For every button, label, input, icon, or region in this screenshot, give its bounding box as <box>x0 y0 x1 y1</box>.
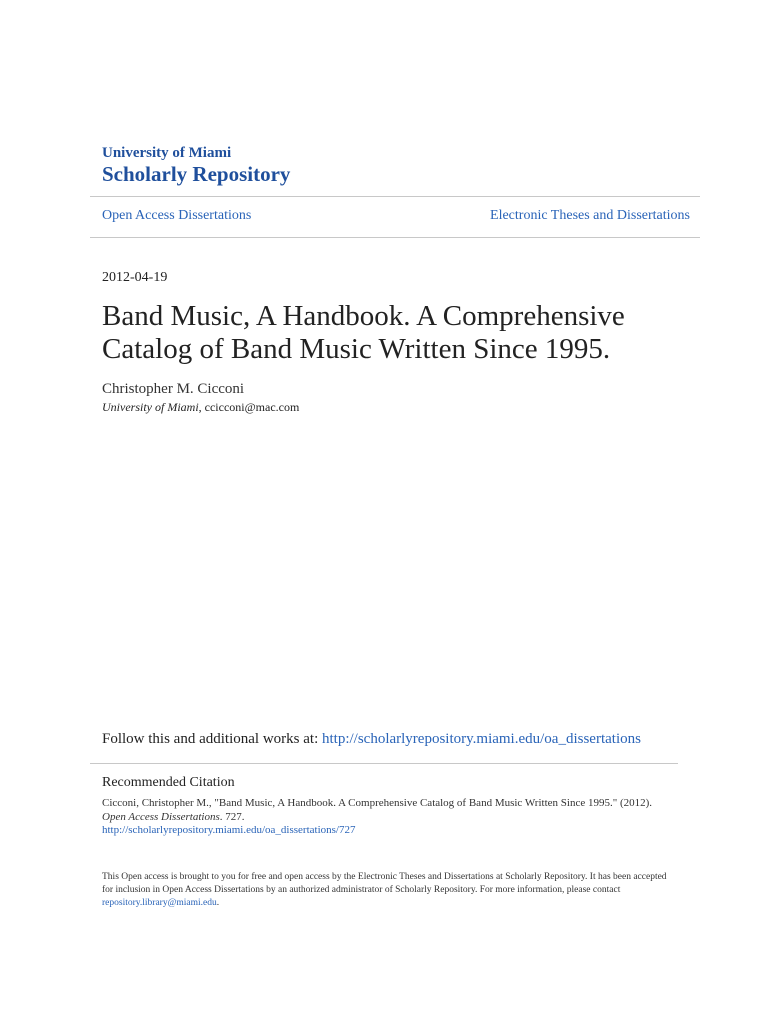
collection-nav <box>102 207 690 227</box>
contact-email-link[interactable]: repository.library@miami.edu <box>102 898 217 908</box>
author-institution: University of Miami <box>102 400 199 414</box>
follow-line <box>102 731 641 748</box>
follow-label: Follow this and additional works at: <box>102 731 319 747</box>
open-access-dissertations-link[interactable]: Open Access Dissertations <box>102 208 252 223</box>
notice-text: This Open access is brought to you for free and open access by the Electronic Theses and Dissertations at Scholarly Repository. It has been accepted for inclusion in Open Access Dissertations by an authorized administrator of Scholarly Repository. For more information, please contact <box>102 872 667 895</box>
access-notice <box>102 871 672 910</box>
document-title <box>102 300 662 366</box>
title-line-2: Catalog of Band Music Written Since 1995. <box>102 333 611 365</box>
author-affiliation: University of Miami, ccicconi@mac.com <box>102 400 300 414</box>
notice-end: . <box>216 898 220 908</box>
divider-follow <box>90 763 678 764</box>
divider-top <box>90 196 700 197</box>
citation-main: Cicconi, Christopher M., "Band Music, A Handbook. A Comprehensive Catalog of Band Music Written Since 1995." (2012). <box>102 797 653 809</box>
author-email: ccicconi@mac.com <box>204 400 300 414</box>
citation-heading: Recommended Citation <box>102 775 235 790</box>
title-line-1: Band Music, A Handbook. A Comprehensive <box>102 300 625 332</box>
publication-date: 2012-04-19 <box>102 270 168 285</box>
citation-series: Open Access Dissertations <box>102 811 220 823</box>
citation-link[interactable]: http://scholarlyrepository.miami.edu/oa_dissertations/727 <box>102 824 356 836</box>
university-name: University of Miami <box>102 145 232 161</box>
repository-header <box>102 145 290 186</box>
citation-number: . 727. <box>219 811 245 823</box>
repository-name[interactable]: Scholarly Repository <box>102 162 291 186</box>
author-name: Christopher M. Cicconi <box>102 381 245 397</box>
citation-text <box>102 796 662 824</box>
divider-bottom <box>90 237 700 238</box>
follow-link[interactable]: http://scholarlyrepository.miami.edu/oa_dissertations <box>321 731 641 747</box>
electronic-theses-link[interactable]: Electronic Theses and Dissertations <box>490 208 690 223</box>
